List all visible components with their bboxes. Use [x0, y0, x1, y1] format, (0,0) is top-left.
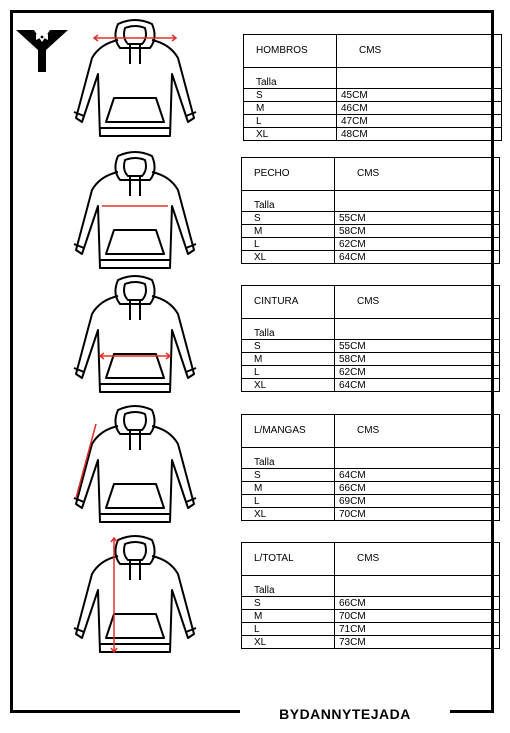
size-value: 69CM — [335, 495, 500, 508]
size-value: 48CM — [337, 128, 502, 141]
table-row — [242, 636, 500, 649]
hoodie-icon — [70, 18, 200, 148]
table-row — [242, 379, 500, 392]
size-label: M — [242, 482, 335, 495]
size-label: S — [242, 340, 335, 353]
table-row — [242, 610, 500, 623]
table-row — [242, 238, 500, 251]
size-value: 66CM — [335, 482, 500, 495]
measure-header: L/TOTAL — [242, 543, 335, 576]
size-label: S — [244, 89, 337, 102]
size-label: XL — [242, 636, 335, 649]
table-row — [242, 353, 500, 366]
size-table-cintura — [241, 285, 500, 392]
cms-header: CMS — [337, 35, 502, 68]
size-label: L — [242, 366, 335, 379]
table-row — [242, 251, 500, 264]
size-value: 70CM — [335, 508, 500, 521]
size-value: 70CM — [335, 610, 500, 623]
size-table-mangas — [241, 414, 500, 521]
table-row — [242, 225, 500, 238]
hoodie-icon — [70, 534, 200, 664]
size-label: L — [242, 623, 335, 636]
size-value: 55CM — [335, 340, 500, 353]
size-value: 66CM — [335, 597, 500, 610]
size-value: 55CM — [335, 212, 500, 225]
size-label: L — [242, 495, 335, 508]
size-label: M — [242, 353, 335, 366]
size-label: L — [244, 115, 337, 128]
talla-label: Talla — [242, 576, 335, 597]
table-row — [242, 212, 500, 225]
size-value: 58CM — [335, 225, 500, 238]
table-row — [242, 623, 500, 636]
size-value: 71CM — [335, 623, 500, 636]
table-row — [244, 102, 502, 115]
size-label: S — [242, 212, 335, 225]
size-table-pecho — [241, 157, 500, 264]
table-row — [244, 128, 502, 141]
talla-label: Talla — [242, 191, 335, 212]
cms-header: CMS — [335, 415, 500, 448]
measure-arrow-icon — [76, 424, 96, 498]
table-row — [244, 115, 502, 128]
size-value: 62CM — [335, 238, 500, 251]
table-row — [242, 495, 500, 508]
hoodie-icon — [70, 274, 200, 404]
measure-header: L/MANGAS — [242, 415, 335, 448]
size-label: S — [242, 597, 335, 610]
size-value: 64CM — [335, 251, 500, 264]
size-label: M — [242, 610, 335, 623]
size-value: 46CM — [337, 102, 502, 115]
talla-label: Talla — [242, 319, 335, 340]
size-label: XL — [242, 251, 335, 264]
size-value: 45CM — [337, 89, 502, 102]
talla-label: Talla — [244, 68, 337, 89]
brand-logo-icon — [16, 28, 68, 74]
size-label: L — [242, 238, 335, 251]
size-label: M — [244, 102, 337, 115]
table-row — [244, 89, 502, 102]
size-label: M — [242, 225, 335, 238]
size-value: 64CM — [335, 379, 500, 392]
size-value: 62CM — [335, 366, 500, 379]
cms-header: CMS — [335, 158, 500, 191]
table-row — [242, 340, 500, 353]
size-value: 58CM — [335, 353, 500, 366]
size-label: XL — [242, 379, 335, 392]
size-label: XL — [244, 128, 337, 141]
size-value: 64CM — [335, 469, 500, 482]
size-table-hombros — [243, 34, 502, 141]
talla-label: Talla — [242, 448, 335, 469]
measure-header: PECHO — [242, 158, 335, 191]
size-table-total — [241, 542, 500, 649]
measure-header: CINTURA — [242, 286, 335, 319]
measure-header: HOMBROS — [244, 35, 337, 68]
size-label: XL — [242, 508, 335, 521]
size-value: 73CM — [335, 636, 500, 649]
hoodie-icon — [70, 404, 200, 534]
brand-wordmark: BYDANNYTEJADA — [240, 706, 450, 722]
table-row — [242, 597, 500, 610]
size-value: 47CM — [337, 115, 502, 128]
table-row — [242, 508, 500, 521]
cms-header: CMS — [335, 286, 500, 319]
hoodie-icon — [70, 150, 200, 280]
table-row — [242, 469, 500, 482]
size-label: S — [242, 469, 335, 482]
table-row — [242, 482, 500, 495]
table-row — [242, 366, 500, 379]
cms-header: CMS — [335, 543, 500, 576]
